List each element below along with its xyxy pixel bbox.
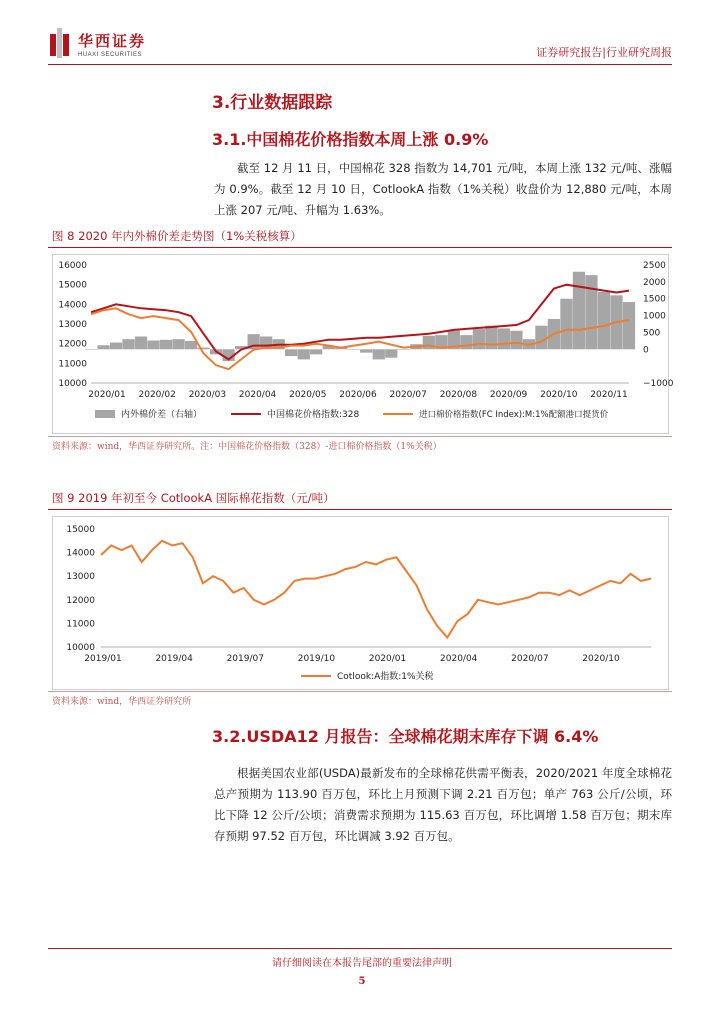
spread-bar (398, 349, 410, 350)
y-tick-label: 10000 (66, 643, 95, 653)
spread-chart-svg (53, 255, 674, 433)
x-tick-label: 2020/04 (238, 390, 277, 400)
y-tick-label: 13000 (66, 572, 95, 583)
spread-bar (348, 349, 360, 350)
section-title: 3.行业数据跟踪 (212, 93, 333, 113)
spread-bar (135, 336, 147, 349)
header-divider (48, 64, 672, 65)
figure-9-chart (52, 516, 669, 690)
y-tick-label: 13000 (58, 320, 87, 330)
spread-bar (185, 341, 197, 349)
legend-label-china: 中国棉花价格指数:328 (267, 410, 360, 420)
spread-bar (298, 349, 310, 359)
report-type-label: 证券研究报告|行业研究周报 (536, 46, 672, 59)
spread-bar (585, 275, 597, 349)
y-tick-label: 11000 (66, 619, 95, 630)
figure-9-top-rule (48, 509, 672, 510)
spread-bar (510, 331, 522, 350)
x-tick-label: 2020/10 (582, 654, 620, 664)
x-tick-label: 2020/01 (368, 654, 407, 664)
y-tick-label: 12000 (66, 595, 95, 606)
spread-bar (310, 349, 322, 354)
legend-swatch-spread (95, 410, 115, 418)
y-tick-label: 16000 (58, 261, 87, 271)
x-tick-label: 2020/11 (590, 390, 628, 400)
figure-9-title: 图 9 2019 年初至今 CotlookA 国际棉花指数（元/吨） (52, 491, 335, 505)
spread-bar (623, 302, 635, 349)
x-tick-label: 2020/03 (188, 390, 227, 400)
spread-bar (97, 345, 109, 349)
y2-tick-label: 2000 (643, 277, 666, 288)
y-tick-label: 11000 (58, 359, 87, 370)
subsection-title-3-1: 3.1.中国棉花价格指数本周上涨 0.9% (212, 130, 489, 149)
x-tick-label: 2019/07 (226, 654, 264, 664)
spread-bar (85, 349, 97, 350)
figure-8-bottom-rule (48, 436, 672, 437)
x-tick-label: 2020/07 (511, 654, 549, 664)
figure-9-source: 资料来源：wind，华西证券研究所 (52, 697, 192, 707)
y2-tick-label: 500 (643, 328, 661, 339)
x-tick-label: 2020/04 (440, 654, 478, 664)
x-tick-label: 2020/09 (489, 390, 528, 400)
legend-label-import: 进口棉价格指数(FC Index):M:1%配额港口提货价 (419, 410, 609, 420)
spread-bar (285, 349, 297, 356)
spread-bar (160, 340, 172, 349)
x-tick-label: 2020/01 (88, 390, 126, 400)
x-tick-label: 2020/06 (339, 390, 377, 400)
logo-english-name: HUAXI SECURITIES (78, 52, 143, 58)
spread-bar (560, 299, 572, 350)
x-tick-label: 2019/01 (84, 654, 122, 664)
subsection-title-3-2: 3.2.USDA12 月报告：全球棉花期末库存下调 6.4% (212, 727, 599, 746)
spread-bar (373, 349, 385, 359)
y2-tick-label: 0 (643, 345, 649, 356)
huaxi-logo-icon (50, 28, 70, 58)
spread-bar (535, 326, 547, 350)
logo-chinese-name: 华西证券 (78, 32, 147, 50)
x-tick-label: 2020/02 (138, 390, 176, 400)
y-tick-label: 12000 (58, 339, 87, 350)
x-tick-label: 2019/04 (155, 654, 193, 664)
y2-tick-label: 1500 (643, 294, 666, 305)
legend-label-cotlook: Cotlook:A指数:1%关税 (337, 672, 434, 682)
figure-9-bottom-rule (48, 691, 672, 692)
cotlook-chart-svg (53, 517, 668, 689)
figure-8-title: 图 8 2020 年内外棉价差走势图（1%关税核算） (52, 229, 302, 243)
footer-disclaimer: 请仔细阅读在本报告尾部的重要法律声明 (272, 958, 452, 969)
x-tick-label: 2020/08 (439, 390, 478, 400)
spread-bar (172, 339, 184, 349)
figure-8-chart (52, 254, 674, 434)
spread-bar (498, 328, 510, 349)
spread-bar (110, 343, 122, 350)
x-tick-label: 2020/05 (289, 390, 327, 400)
y2-tick-label: 2500 (643, 261, 666, 271)
spread-bar (122, 339, 134, 349)
y-tick-label: 15000 (58, 280, 87, 291)
legend-label-spread: 内外棉价差（右轴） (121, 410, 203, 420)
paragraph-cotton-index: 截至 12 月 11 日，中国棉花 328 指数为 14,701 元/吨，本周上涨 132 元/吨、涨幅为 0.9%。截至 12 月 10 日，CotlookA 指数（1%关税）收盘价为 12,880 元/吨，本周上涨 207 元/吨、升幅为 1.63%。 (214, 161, 672, 217)
figure-8-top-rule (48, 247, 672, 248)
x-tick-label: 2019/10 (297, 654, 336, 664)
cotlook-a-line (101, 541, 651, 638)
spread-bar (485, 326, 497, 350)
spread-bar (385, 349, 397, 357)
y2-tick-label: −1000 (643, 379, 674, 389)
spread-bar (360, 349, 372, 352)
y-tick-label: 10000 (58, 379, 87, 389)
y-tick-label: 14000 (66, 548, 95, 559)
x-tick-label: 2020/07 (389, 390, 427, 400)
y2-tick-label: 1000 (643, 311, 666, 322)
spread-bar (598, 292, 610, 349)
y-tick-label: 14000 (58, 300, 87, 311)
spread-bar (460, 335, 472, 349)
paragraph-usda-report: 根据美国农业部(USDA)最新发布的全球棉花供需平衡表，2020/2021 年度全球棉花总产预期为 113.90 百万包，环比上月预测下调 2.21 百万包；单产 763 公斤/公顷，环比下降 12 公斤/公顷；消费需求预期为 115.63 百万包，环比调增 1.58 百万包；期末库存预期 97.52 百万包，环比调减 3.92 百万包。 (214, 766, 672, 843)
spread-bar (147, 341, 159, 350)
y-tick-label: 15000 (66, 525, 95, 535)
footer-divider (48, 948, 672, 949)
page-number: 5 (358, 976, 366, 987)
figure-8-source: 资料来源：wind，华西证券研究所。注：中国棉花价格指数（328）-进口棉价格指数（1%关税） (52, 442, 442, 452)
spread-bar (573, 272, 585, 350)
x-tick-label: 2020/10 (540, 390, 578, 400)
spread-bar (473, 329, 485, 349)
